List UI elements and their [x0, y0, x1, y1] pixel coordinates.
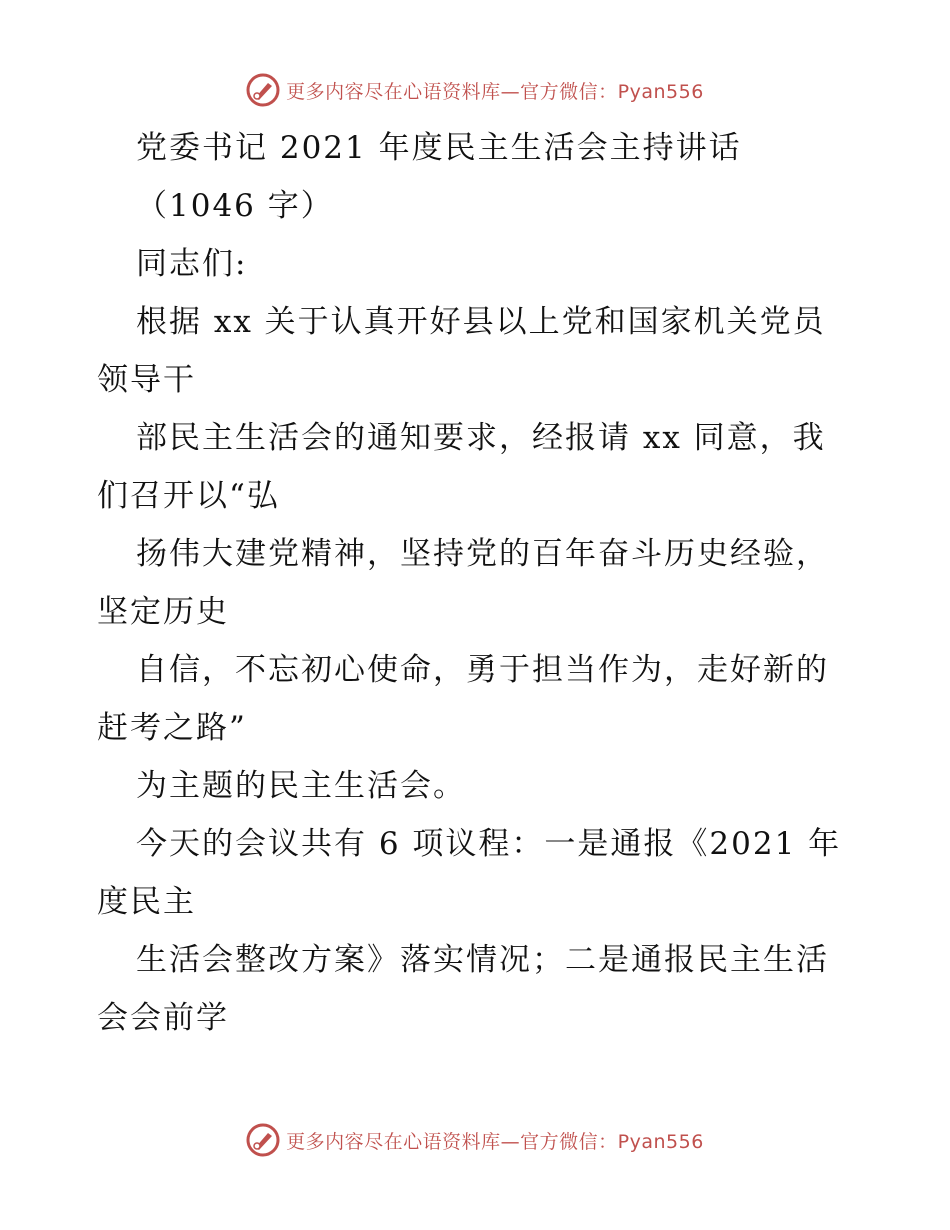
body-line: 会会前学 [97, 1000, 229, 1036]
salutation: 同志们: [136, 246, 248, 282]
header-watermark-banner [0, 70, 950, 110]
body-line: 根据 xx 关于认真开好县以上党和国家机关党员 [136, 304, 826, 340]
pen-seal-logo-icon [246, 73, 280, 107]
document-title: 党委书记 2021 年度民主生活会主持讲话 [136, 130, 742, 166]
word-count-note: （1046 字） [136, 188, 334, 224]
body-line: 自信，不忘初心使命，勇于担当作为，走好新的 [136, 652, 829, 688]
body-line: 扬伟大建党精神，坚持党的百年奋斗历史经验， [136, 536, 829, 572]
body-line: 度民主 [97, 884, 196, 920]
body-line: 们召开以“弘 [97, 478, 280, 514]
body-line: 坚定历史 [97, 594, 229, 630]
banner-text: 更多内容尽在心语资料库—官方微信：Pyan556 [286, 1130, 704, 1153]
body-line: 今天的会议共有 6 项议程：一是通报《2021 年 [136, 826, 842, 862]
body-line: 生活会整改方案》落实情况；二是通报民主生活 [136, 942, 829, 978]
pen-seal-logo-icon [246, 1123, 280, 1157]
footer-watermark-banner [0, 1120, 950, 1160]
body-line: 部民主生活会的通知要求，经报请 xx 同意，我 [136, 420, 826, 456]
banner-text: 更多内容尽在心语资料库—官方微信：Pyan556 [286, 80, 704, 103]
body-line: 为主题的民主生活会。 [136, 768, 466, 804]
body-line: 领导干 [97, 362, 196, 398]
body-line: 赶考之路” [97, 710, 247, 746]
